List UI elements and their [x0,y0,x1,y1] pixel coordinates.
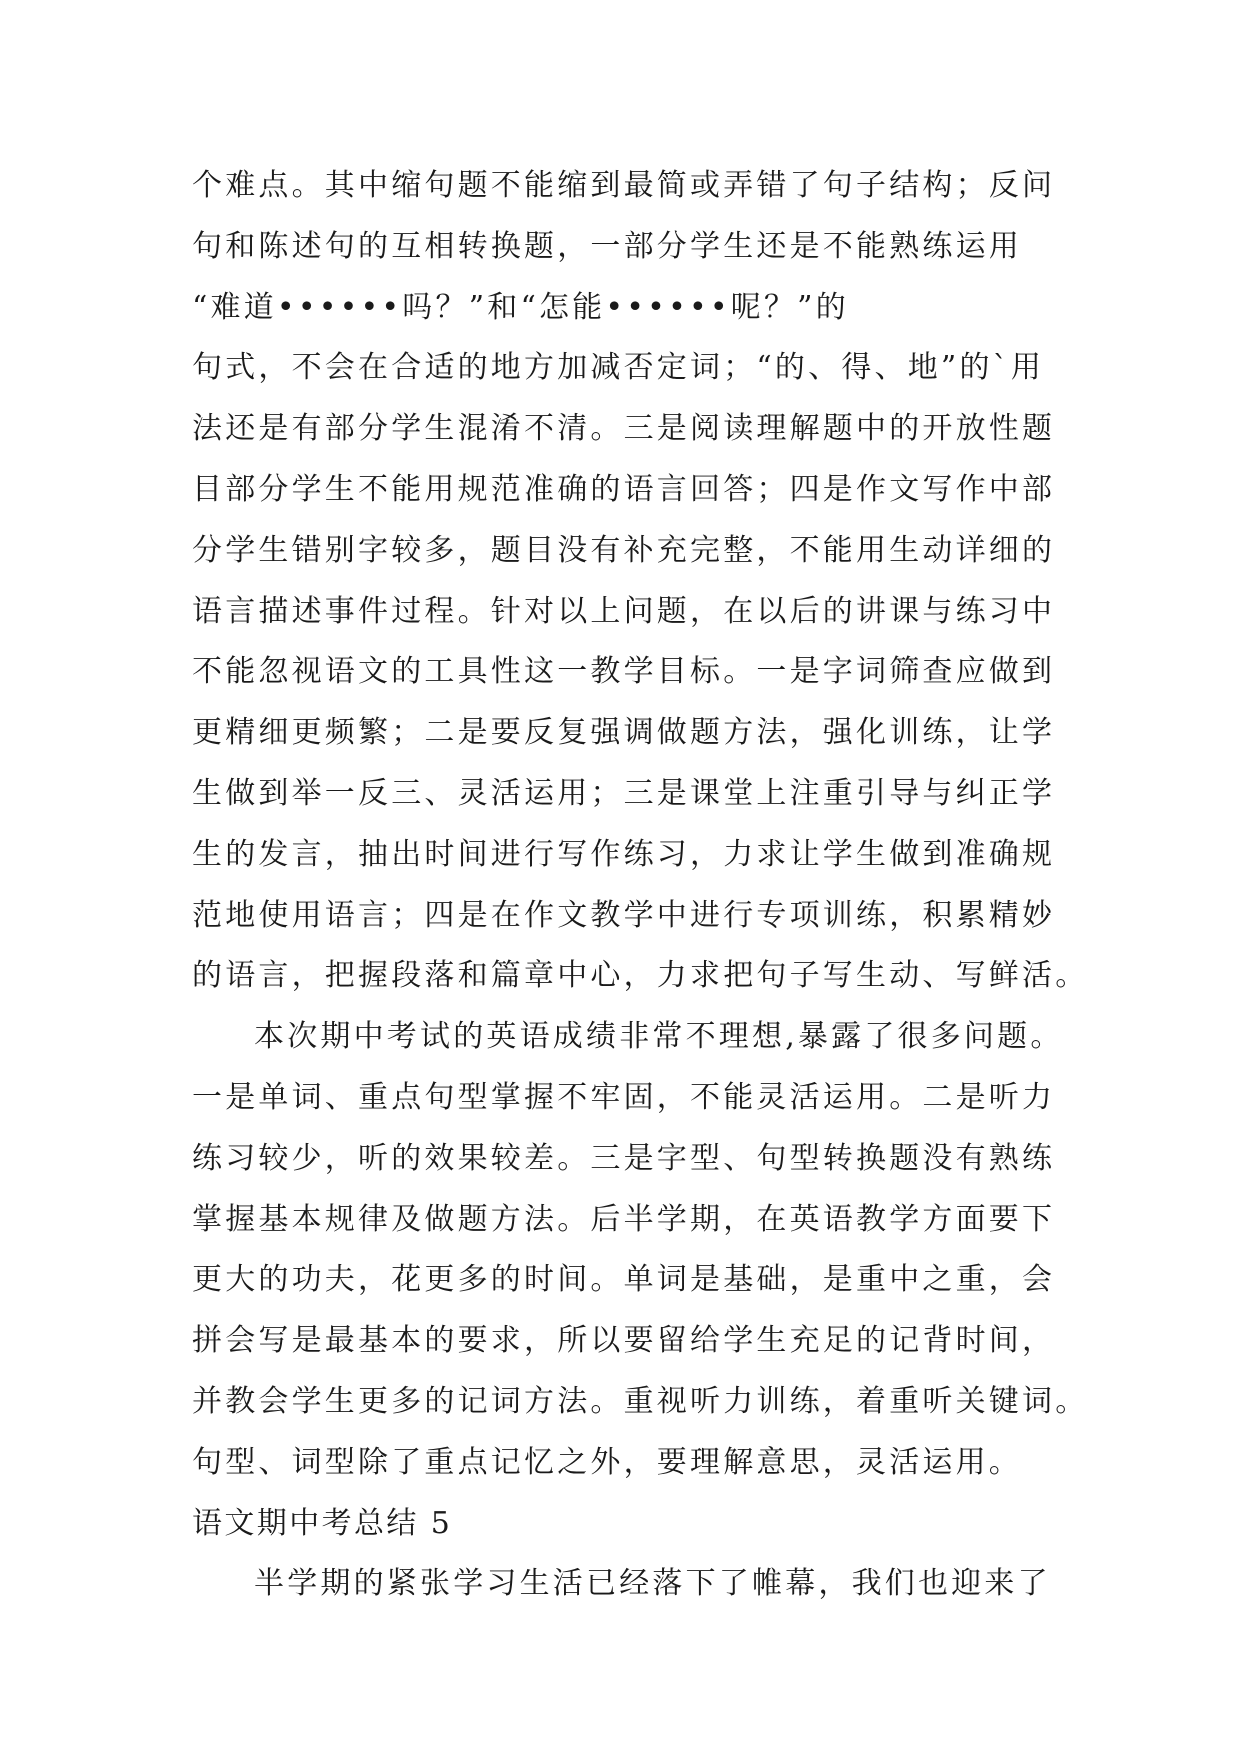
paragraph-line: 不能忽视语文的工具性这一教学目标。一是字词筛查应做到 [192,654,1056,690]
paragraph-weak-points [192,156,1089,1007]
paragraph-line: 半学期的紧张学习生活已经落下了帷幕，我们也迎来了 [254,1566,1051,1602]
paragraph-line: 本次期中考试的英语成绩非常不理想,暴露了很多问题。 [254,1019,1064,1055]
paragraph-line: 的语言，把握段落和篇章中心，力求把句子写生动、写鲜活。 [192,958,1089,994]
paragraph-line: 分学生错别字较多，题目没有补充完整，不能用生动详细的 [192,532,1056,568]
document-body [192,156,1089,1615]
paragraph-line: 并教会学生更多的记词方法。重视听力训练，着重听关键词。 [192,1383,1089,1419]
paragraph-line: 掌握基本规律及做题方法。后半学期，在英语教学方面要下 [192,1201,1056,1237]
paragraph-line: 范地使用语言；四是在作文教学中进行专项训练，积累精妙 [192,897,1056,933]
paragraph-line: 句型、词型除了重点记忆之外，要理解意思，灵活运用。 [192,1444,1022,1480]
paragraph-line: 个难点。其中缩句题不能缩到最简或弄错了句子结构；反问 [192,168,1056,203]
paragraph-line: 目部分学生不能用规范准确的语言回答；四是作文写作中部 [192,471,1056,507]
paragraph-english-results [192,1007,1089,1493]
paragraph-line: 句式，不会在合适的地方加减否定词；“的、得、地”的`用 [192,350,1045,386]
paragraph-semester-intro [192,1554,1072,1615]
paragraph-line: “难道••••••吗？”和“怎能••••••呢？”的 [192,289,849,325]
paragraph-line: 更大的功夫，花更多的时间。单词是基础，是重中之重，会 [192,1262,1056,1298]
paragraph-line: 语言描述事件过程。针对以上问题，在以后的讲课与练习中 [192,593,1056,629]
paragraph-line: 法还是有部分学生混淆不清。三是阅读理解题中的开放性题 [192,411,1056,447]
paragraph-line: 句和陈述句的互相转换题，一部分学生还是不能熟练运用 [192,228,1022,264]
paragraph-line: 更精细更频繁；二是要反复强调做题方法，强化训练，让学 [192,715,1056,751]
paragraph-line: 一是单词、重点句型掌握不牢固，不能灵活运用。二是听力 [192,1079,1056,1115]
paragraph-line: 生的发言，抽出时间进行写作练习，力求让学生做到准确规 [192,836,1056,872]
paragraph-line: 生做到举一反三、灵活运用；三是课堂上注重引导与纠正学 [192,775,1056,811]
section-heading: 语文期中考总结 5 [192,1505,453,1541]
paragraph-line: 练习较少，听的效果较差。三是字型、句型转换题没有熟练 [192,1140,1056,1176]
paragraph-line: 拼会写是最基本的要求，所以要留给学生充足的记背时间， [192,1323,1056,1359]
